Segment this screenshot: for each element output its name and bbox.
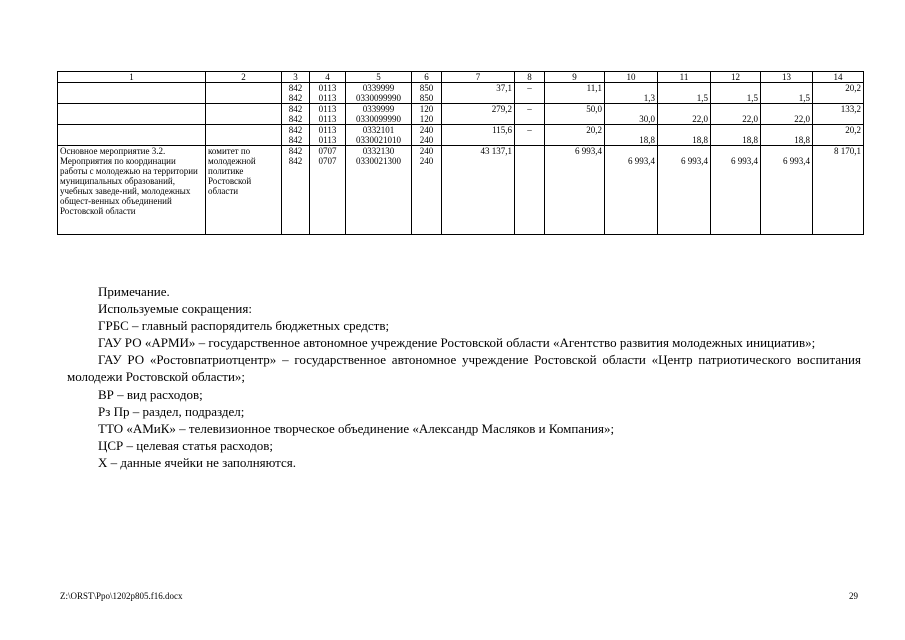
cell-value: 850 (419, 93, 434, 103)
cell-lines (414, 146, 439, 166)
cell-value (660, 125, 708, 135)
table-cell (605, 83, 658, 104)
cell-lines (547, 146, 602, 166)
cell-lines (414, 83, 439, 103)
table-cell (761, 146, 813, 235)
cell-value: 1,5 (696, 93, 708, 103)
cell-value: 842 (288, 93, 303, 103)
cell-value: 0113 (318, 93, 337, 103)
column-header: 10 (605, 72, 658, 83)
cell-value: 133,2 (840, 104, 861, 114)
cell-lines (348, 83, 409, 103)
table-cell (658, 146, 711, 235)
cell-lines (444, 83, 512, 103)
cell-value (763, 146, 810, 156)
cell-value: 37,1 (496, 83, 512, 93)
cell-value (517, 135, 542, 145)
table-cell (310, 125, 346, 146)
cell-value: 20,2 (586, 125, 602, 135)
empty-cell (206, 125, 282, 146)
column-header: 3 (282, 72, 310, 83)
note-line: Рз Пр – раздел, подраздел; (98, 403, 245, 419)
cell-value: 0339999 (362, 83, 395, 93)
table-cell (442, 125, 515, 146)
cell-value (547, 93, 602, 103)
table-cell (346, 146, 412, 235)
table-cell (412, 125, 442, 146)
cell-lines (414, 125, 439, 145)
column-header: 14 (813, 72, 864, 83)
cell-value: 22,0 (692, 114, 708, 124)
row-description: Основное мероприятие 3.2. Мероприятия по координации работы с молодежью на территории муниципальных образований, учебных заведе-ний, молодежных общест-венных объединений Ростовской области (58, 146, 206, 235)
cell-lines (763, 125, 810, 145)
cell-value: 240 (419, 125, 434, 135)
cell-value: 8 170,1 (834, 146, 861, 156)
table-cell (711, 146, 761, 235)
table-cell (761, 104, 813, 125)
cell-value: 0113 (318, 104, 337, 114)
cell-value (607, 83, 655, 93)
cell-value: 842 (288, 156, 303, 166)
table-cell (605, 104, 658, 125)
cell-lines (547, 83, 602, 103)
cell-value: 1,3 (643, 93, 655, 103)
note-line: ТТО «АМиК» – телевизионное творческое объединение «Александр Масляков и Компания»; (98, 420, 615, 436)
column-header: 7 (442, 72, 515, 83)
cell-lines (660, 125, 708, 145)
table-cell (310, 83, 346, 104)
budget-table (57, 71, 864, 235)
column-header: 5 (346, 72, 412, 83)
table-header-row (58, 72, 864, 83)
note-line: Х – данные ячейки не заполняются. (98, 454, 297, 470)
column-header: 4 (310, 72, 346, 83)
cell-value (607, 125, 655, 135)
cell-lines (815, 83, 861, 103)
empty-cell (58, 83, 206, 104)
note-line: ГАУ РО «АРМИ» – государственное автономное учреждение Ростовской области «Агентство развития молодежных инициатив»; (98, 335, 816, 351)
table-cell (412, 83, 442, 104)
cell-value (444, 93, 512, 103)
cell-value: 115,6 (492, 125, 512, 135)
cell-value: 50,0 (586, 104, 602, 114)
note-line: Используемые сокращения: (98, 301, 252, 317)
cell-value (547, 135, 602, 145)
note-line: ВР – вид расходов; (98, 386, 203, 402)
table-cell (545, 104, 605, 125)
cell-value: 842 (288, 104, 303, 114)
note-title: Примечание. (98, 284, 170, 299)
cell-lines (348, 104, 409, 124)
cell-value (713, 83, 758, 93)
cell-lines (815, 125, 861, 145)
cell-lines (348, 146, 409, 166)
cell-lines (815, 104, 861, 124)
table-cell (711, 125, 761, 146)
cell-value (547, 114, 602, 124)
notes-section (67, 283, 861, 471)
cell-value: 842 (288, 135, 303, 145)
cell-value: 0113 (318, 83, 337, 93)
cell-value (815, 93, 861, 103)
cell-value: 1,5 (798, 93, 810, 103)
cell-value (763, 104, 810, 114)
cell-value: 850 (419, 83, 434, 93)
table-cell (658, 125, 711, 146)
cell-value (607, 146, 655, 156)
cell-lines (607, 125, 655, 145)
cell-lines (547, 104, 602, 124)
row-executor: комитет по молодежной политике Ростовской области (206, 146, 282, 235)
cell-value (607, 104, 655, 114)
table-cell (658, 104, 711, 125)
cell-lines (444, 146, 512, 166)
cell-value (763, 125, 810, 135)
table-cell (282, 146, 310, 235)
table-cell (813, 104, 864, 125)
table-cell (412, 104, 442, 125)
table-cell (346, 104, 412, 125)
cell-lines (284, 83, 307, 103)
column-header: 13 (761, 72, 813, 83)
cell-value (444, 156, 512, 166)
cell-value: 1,5 (746, 93, 758, 103)
cell-value: 11,1 (586, 83, 602, 93)
column-header: 12 (711, 72, 761, 83)
table-cell (515, 83, 545, 104)
cell-value: 18,8 (794, 135, 810, 145)
cell-value: 842 (288, 114, 303, 124)
empty-cell (58, 125, 206, 146)
cell-lines (607, 104, 655, 124)
table-cell (515, 125, 545, 146)
cell-value: 842 (288, 83, 303, 93)
cell-lines (348, 125, 409, 145)
cell-value: 18,8 (742, 135, 758, 145)
cell-value: 0339999 (362, 104, 395, 114)
cell-value: 0707 (318, 146, 337, 156)
note-line: ГРБС – главный распорядитель бюджетных средств; (98, 318, 390, 334)
table-cell (813, 146, 864, 235)
cell-value (763, 83, 810, 93)
cell-value: 240 (419, 146, 434, 156)
column-header: 1 (58, 72, 206, 83)
cell-value (517, 146, 542, 156)
cell-value: 842 (288, 146, 303, 156)
cell-value: 240 (419, 135, 434, 145)
cell-value: 20,2 (845, 125, 861, 135)
cell-value (444, 135, 512, 145)
cell-lines (660, 146, 708, 166)
cell-lines (763, 83, 810, 103)
cell-lines (763, 146, 810, 166)
cell-value: 6 993,4 (731, 156, 758, 166)
cell-value (517, 114, 542, 124)
cell-value: 20,2 (845, 83, 861, 93)
table-cell (282, 104, 310, 125)
cell-lines (414, 104, 439, 124)
cell-lines (713, 125, 758, 145)
table-cell (310, 104, 346, 125)
cell-value (713, 104, 758, 114)
cell-value: 0332130 (362, 146, 395, 156)
table-cell (282, 125, 310, 146)
table-cell (605, 125, 658, 146)
cell-lines (607, 146, 655, 166)
table-cell (545, 125, 605, 146)
cell-value: 0332101 (362, 125, 395, 135)
cell-value: 0330021010 (356, 135, 401, 145)
cell-value (517, 93, 542, 103)
column-header: 8 (515, 72, 545, 83)
cell-value (660, 104, 708, 114)
cell-lines (284, 146, 307, 166)
cell-lines (284, 125, 307, 145)
cell-value: 279,2 (491, 104, 512, 114)
cell-lines (815, 146, 861, 166)
table-row (58, 104, 864, 125)
table-cell (658, 83, 711, 104)
table-cell (310, 146, 346, 235)
table-body (58, 83, 864, 235)
table-cell (813, 83, 864, 104)
cell-lines (312, 83, 343, 103)
table-cell (711, 83, 761, 104)
table-cell (515, 146, 545, 235)
cell-lines (660, 83, 708, 103)
cell-value (660, 146, 708, 156)
empty-cell (206, 104, 282, 125)
note-line: ЦСР – целевая статья расходов; (98, 437, 273, 453)
table-cell (412, 146, 442, 235)
table-row (58, 83, 864, 104)
cell-value: 0707 (318, 156, 337, 166)
cell-value: 0330099990 (356, 93, 401, 103)
footer-page-number: 29 (849, 591, 858, 601)
table-row (58, 146, 864, 235)
cell-value: 22,0 (742, 114, 758, 124)
note-line: ГАУ РО «Ростовпатриотцентр» – государственное автономное учреждение Ростовской области «Центр патриотического воспитания молодежи Ростовской области»; (67, 352, 861, 385)
cell-value: 842 (288, 125, 303, 135)
table-cell (282, 83, 310, 104)
cell-lines (312, 104, 343, 124)
table-cell (442, 104, 515, 125)
empty-cell (206, 83, 282, 104)
cell-value: 0113 (318, 114, 337, 124)
cell-value: 6 993,4 (681, 156, 708, 166)
table-cell (761, 83, 813, 104)
cell-lines (660, 104, 708, 124)
column-header: 2 (206, 72, 282, 83)
table-cell (711, 104, 761, 125)
empty-cell (58, 104, 206, 125)
cell-lines (444, 104, 512, 124)
cell-value (713, 125, 758, 135)
table-cell (515, 104, 545, 125)
cell-lines (312, 125, 343, 145)
cell-lines (517, 146, 542, 166)
cell-value: 6 993,4 (783, 156, 810, 166)
cell-lines (284, 104, 307, 124)
table-cell (346, 83, 412, 104)
table-cell (442, 146, 515, 235)
cell-value: 0330021300 (356, 156, 401, 166)
table-row (58, 125, 864, 146)
cell-lines (312, 146, 343, 166)
cell-lines (713, 83, 758, 103)
cell-value: 120 (419, 104, 434, 114)
column-header: 11 (658, 72, 711, 83)
cell-lines (713, 104, 758, 124)
cell-value: 18,8 (639, 135, 655, 145)
cell-value: 30,0 (639, 114, 655, 124)
cell-value: 6 993,4 (575, 146, 602, 156)
cell-value: 18,8 (692, 135, 708, 145)
cell-value: – (527, 104, 532, 114)
cell-value (815, 114, 861, 124)
cell-value: 120 (419, 114, 434, 124)
table-cell (346, 125, 412, 146)
cell-value: 240 (419, 156, 434, 166)
cell-value (517, 156, 542, 166)
cell-value: 0330099990 (356, 114, 401, 124)
table-cell (813, 125, 864, 146)
footer-file-path: Z:\ORST\Ppo\1202p805.f16.docx (60, 591, 183, 601)
cell-lines (607, 83, 655, 103)
table-cell (605, 146, 658, 235)
cell-lines (517, 104, 542, 124)
cell-lines (444, 125, 512, 145)
cell-lines (713, 146, 758, 166)
cell-value: – (527, 125, 532, 135)
column-header: 9 (545, 72, 605, 83)
cell-value (713, 146, 758, 156)
table-cell (545, 146, 605, 235)
table-cell (545, 83, 605, 104)
cell-value (547, 156, 602, 166)
cell-lines (517, 83, 542, 103)
cell-value: – (527, 83, 532, 93)
cell-lines (763, 104, 810, 124)
cell-value (444, 114, 512, 124)
cell-lines (517, 125, 542, 145)
cell-lines (547, 125, 602, 145)
table-cell (442, 83, 515, 104)
cell-value (815, 135, 861, 145)
cell-value: 0113 (318, 125, 337, 135)
cell-value (815, 156, 861, 166)
column-header: 6 (412, 72, 442, 83)
cell-value: 0113 (318, 135, 337, 145)
cell-value: 22,0 (794, 114, 810, 124)
cell-value: 6 993,4 (628, 156, 655, 166)
table-cell (761, 125, 813, 146)
cell-value (660, 83, 708, 93)
cell-value: 43 137,1 (480, 146, 512, 156)
